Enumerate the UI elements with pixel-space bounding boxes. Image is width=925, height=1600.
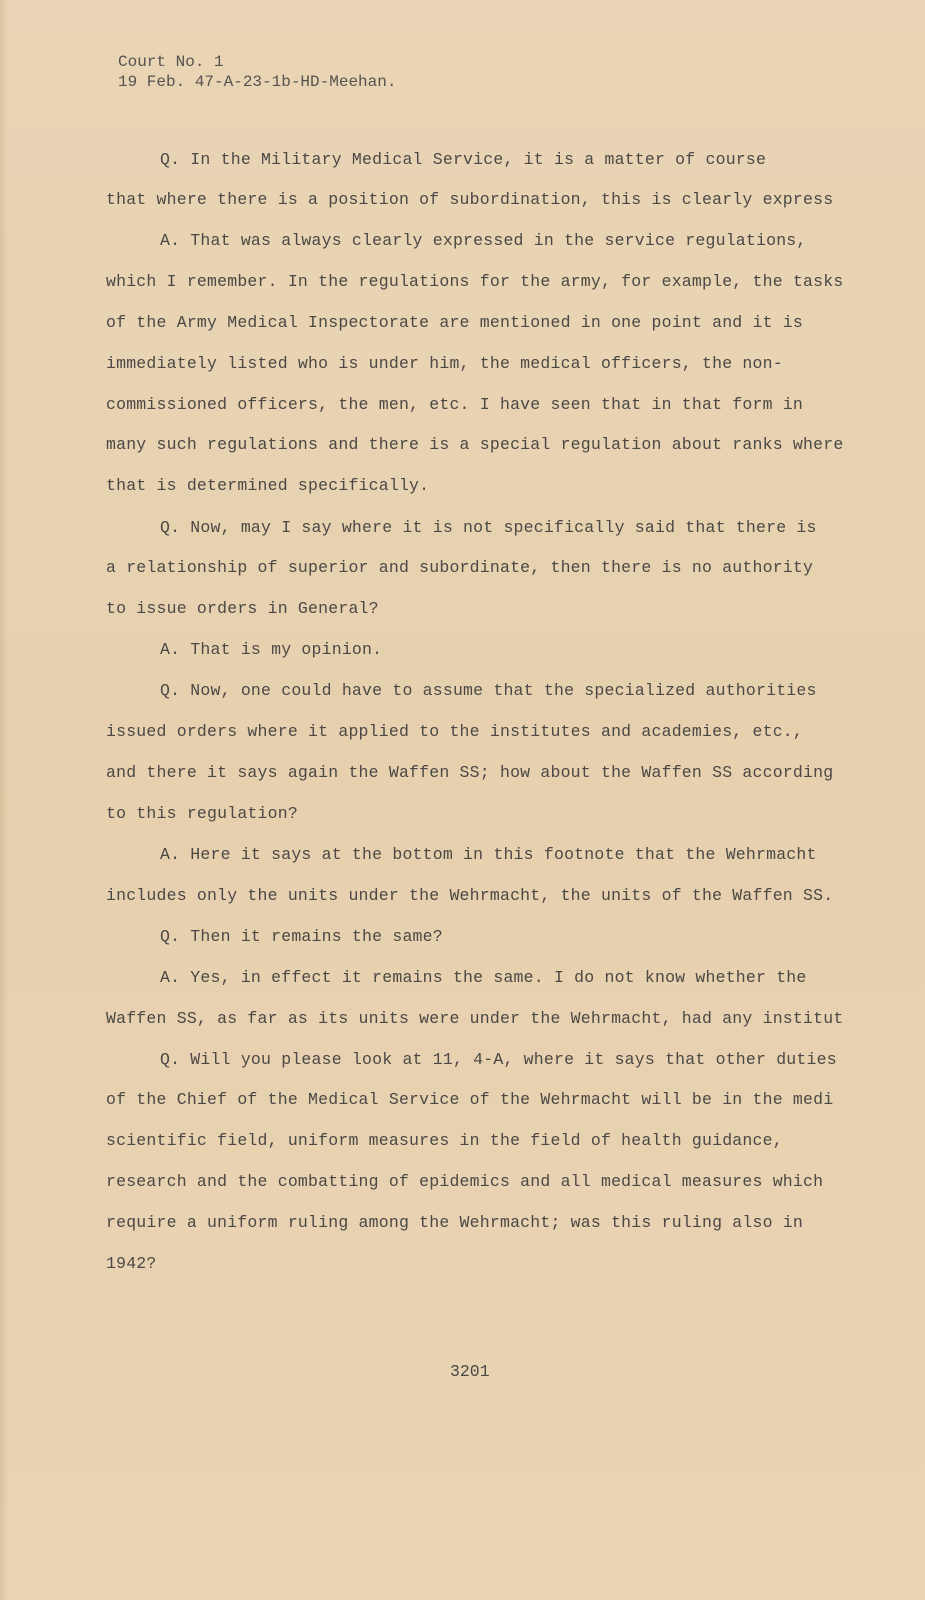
text-line: includes only the units under the Wehrmacht, the units of the Waffen SS. xyxy=(106,886,834,905)
text-line: A. That is my opinion. xyxy=(160,640,383,659)
text-line: A. That was always clearly expressed in the service regulations, xyxy=(160,231,807,250)
text-line: Q. Will you please look at 11, 4-A, where it says that other duties xyxy=(160,1050,837,1069)
text-line: of the Army Medical Inspectorate are mentioned in one point and it is xyxy=(106,313,804,332)
text-line: A. Yes, in effect it remains the same. I do not know whether the xyxy=(160,968,807,987)
page-number: 3201 xyxy=(450,1362,490,1381)
text-line: research and the combatting of epidemics and all medical measures which xyxy=(106,1172,824,1191)
text-line: issued orders where it applied to the institutes and academies, etc., xyxy=(106,722,804,741)
text-line: that is determined specifically. xyxy=(106,476,430,495)
text-line: which I remember. In the regulations for the army, for example, the tasks xyxy=(106,272,844,291)
text-line: A. Here it says at the bottom in this footnote that the Wehrmacht xyxy=(160,845,817,864)
text-line: a relationship of superior and subordinate, then there is no authority xyxy=(106,558,814,577)
text-line: scientific field, uniform measures in the field of health guidance, xyxy=(106,1131,783,1150)
text-line: immediately listed who is under him, the medical officers, the non- xyxy=(106,354,783,373)
header xyxy=(118,52,396,92)
document-reference: 19 Feb. 47-A-23-1b-HD-Meehan. xyxy=(118,73,397,91)
text-line: Q. Then it remains the same? xyxy=(160,927,443,946)
text-line: to this regulation? xyxy=(106,804,298,823)
text-line: 1942? xyxy=(106,1254,157,1273)
text-line: Q. Now, one could have to assume that the specialized authorities xyxy=(160,681,817,700)
text-line: commissioned officers, the men, etc. I have seen that in that form in xyxy=(106,395,804,414)
paper-edge xyxy=(0,0,8,1600)
text-line: of the Chief of the Medical Service of the Wehrmacht will be in the medi xyxy=(106,1090,834,1109)
text-line: to issue orders in General? xyxy=(106,599,379,618)
text-line: Q. In the Military Medical Service, it is a matter of course xyxy=(160,150,767,169)
text-line: many such regulations and there is a special regulation about ranks where xyxy=(106,435,844,454)
text-line: and there it says again the Waffen SS; how about the Waffen SS according xyxy=(106,763,834,782)
text-line: Q. Now, may I say where it is not specifically said that there is xyxy=(160,518,817,537)
text-line: Waffen SS, as far as its units were under the Wehrmacht, had any institut xyxy=(106,1009,844,1028)
text-line: require a uniform ruling among the Wehrmacht; was this ruling also in xyxy=(106,1213,804,1232)
court-number: Court No. 1 xyxy=(118,53,224,71)
text-line: that where there is a position of subordination, this is clearly express xyxy=(106,190,834,209)
